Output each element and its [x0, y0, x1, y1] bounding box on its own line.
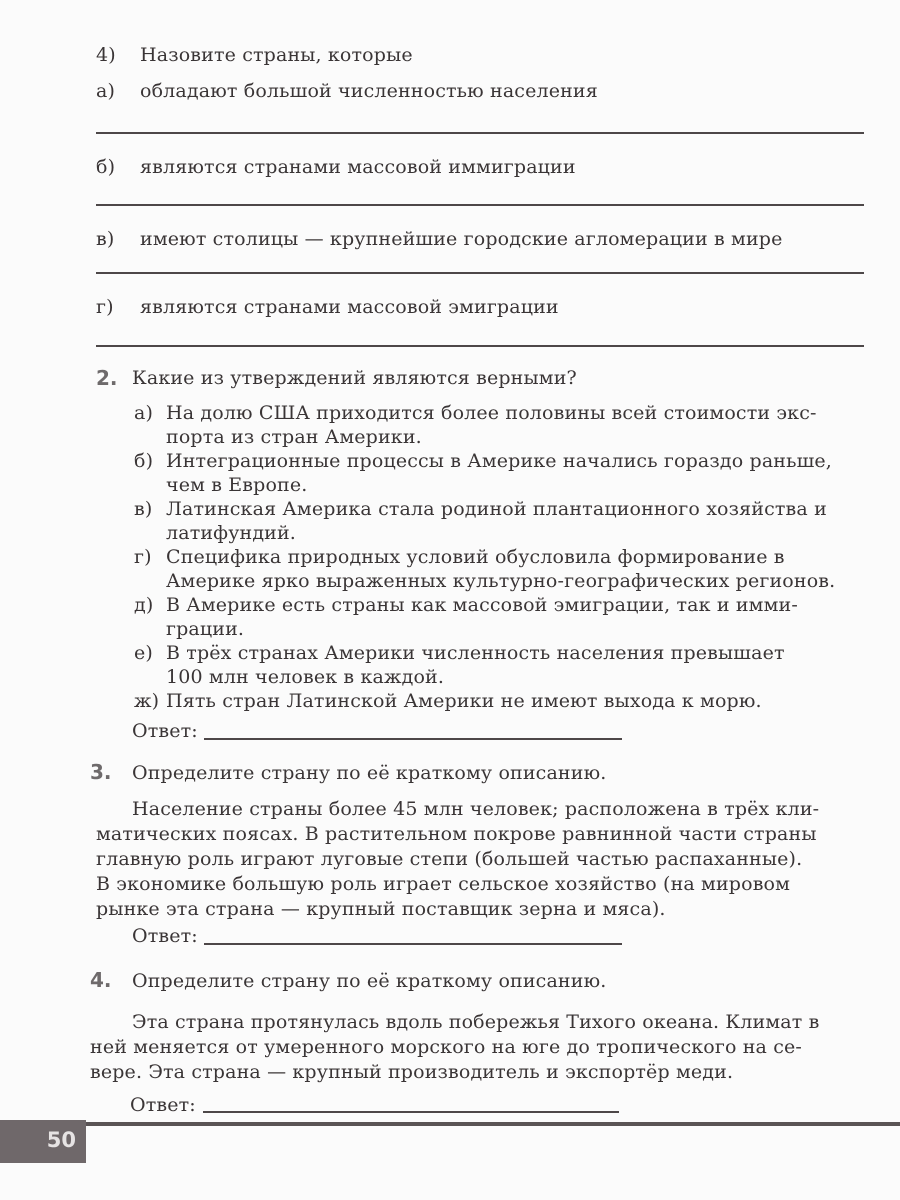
- answer-line-v[interactable]: [96, 272, 864, 274]
- answer-line[interactable]: [204, 738, 622, 740]
- option-label: е): [134, 642, 153, 664]
- answer-line-a[interactable]: [96, 132, 864, 134]
- subtask-number: 4): [96, 44, 116, 66]
- option-label: в): [134, 498, 153, 520]
- description-line: Эта страна протянулась вдоль побережья Тихого океана. Климат в: [132, 1011, 820, 1033]
- option-line: На долю США приходится более половины всей стоимости экс-: [166, 402, 817, 424]
- option-line: Специфика природных условий обусловила формирование в: [166, 546, 785, 568]
- task-question: Определите страну по её краткому описанию.: [132, 762, 607, 784]
- answer-line-g[interactable]: [96, 345, 864, 347]
- item-label: в): [96, 228, 115, 250]
- answer-label: Ответ:: [130, 1094, 196, 1116]
- item-text: имеют столицы — крупнейшие городские агломерации в мире: [140, 228, 783, 250]
- option-line: В Америке есть страны как массовой эмиграции, так и имми-: [166, 594, 798, 616]
- item-text: являются странами массовой эмиграции: [140, 296, 559, 318]
- description-line: матических поясах. В растительном покрове равнинной части страны: [96, 823, 817, 845]
- option-label: б): [134, 450, 154, 472]
- option-line: В трёх странах Америки численность населения превышает: [166, 642, 785, 664]
- answer-label: Ответ:: [132, 925, 198, 947]
- option-label: ж): [134, 690, 160, 712]
- option-line: Интеграционные процессы в Америке начались гораздо раньше,: [166, 450, 832, 472]
- option-label: г): [134, 546, 152, 568]
- option-line: латифундий.: [166, 522, 297, 544]
- page-number: 50: [46, 1128, 76, 1152]
- task-number: 4.: [90, 968, 112, 992]
- item-label: а): [96, 80, 116, 102]
- option-label: а): [134, 402, 154, 424]
- description-line: В экономике большую роль играет сельское хозяйство (на мировом: [96, 873, 791, 895]
- task-question: Какие из утверждений являются верными?: [132, 367, 577, 389]
- page-number-box: [0, 1120, 86, 1163]
- footer-rule: [86, 1122, 900, 1126]
- option-line: грации.: [166, 618, 245, 640]
- item-text: являются странами массовой иммиграции: [140, 156, 576, 178]
- option-line: порта из стран Америки.: [166, 426, 422, 448]
- description-line: главную роль играют луговые степи (большей частью распаханные).: [96, 848, 803, 870]
- task-number: 3.: [90, 760, 112, 784]
- option-line: Америке ярко выраженных культурно-географических регионов.: [166, 570, 836, 592]
- option-line: чем в Европе.: [166, 474, 308, 496]
- subtask-title: Назовите страны, которые: [140, 44, 413, 66]
- item-text: обладают большой численностью населения: [140, 80, 598, 102]
- option-label: д): [134, 594, 154, 616]
- option-line: Пять стран Латинской Америки не имеют выхода к морю.: [166, 690, 762, 712]
- description-line: Население страны более 45 млн человек; расположена в трёх кли-: [132, 798, 820, 820]
- description-line: вере. Эта страна — крупный производитель и экспортёр меди.: [90, 1061, 734, 1083]
- answer-line[interactable]: [204, 943, 622, 945]
- task-number: 2.: [96, 366, 118, 390]
- description-line: рынке эта страна — крупный поставщик зерна и мяса).: [96, 898, 666, 920]
- answer-line[interactable]: [203, 1111, 619, 1113]
- option-line: Латинская Америка стала родиной плантационного хозяйства и: [166, 498, 827, 520]
- option-line: 100 млн человек в каждой.: [166, 666, 445, 688]
- description-line: ней меняется от умеренного морского на юге до тропического на се-: [90, 1036, 802, 1058]
- item-label: б): [96, 156, 116, 178]
- answer-line-b[interactable]: [96, 204, 864, 206]
- task-question: Определите страну по её краткому описанию.: [132, 970, 607, 992]
- answer-label: Ответ:: [132, 720, 198, 742]
- item-label: г): [96, 296, 114, 318]
